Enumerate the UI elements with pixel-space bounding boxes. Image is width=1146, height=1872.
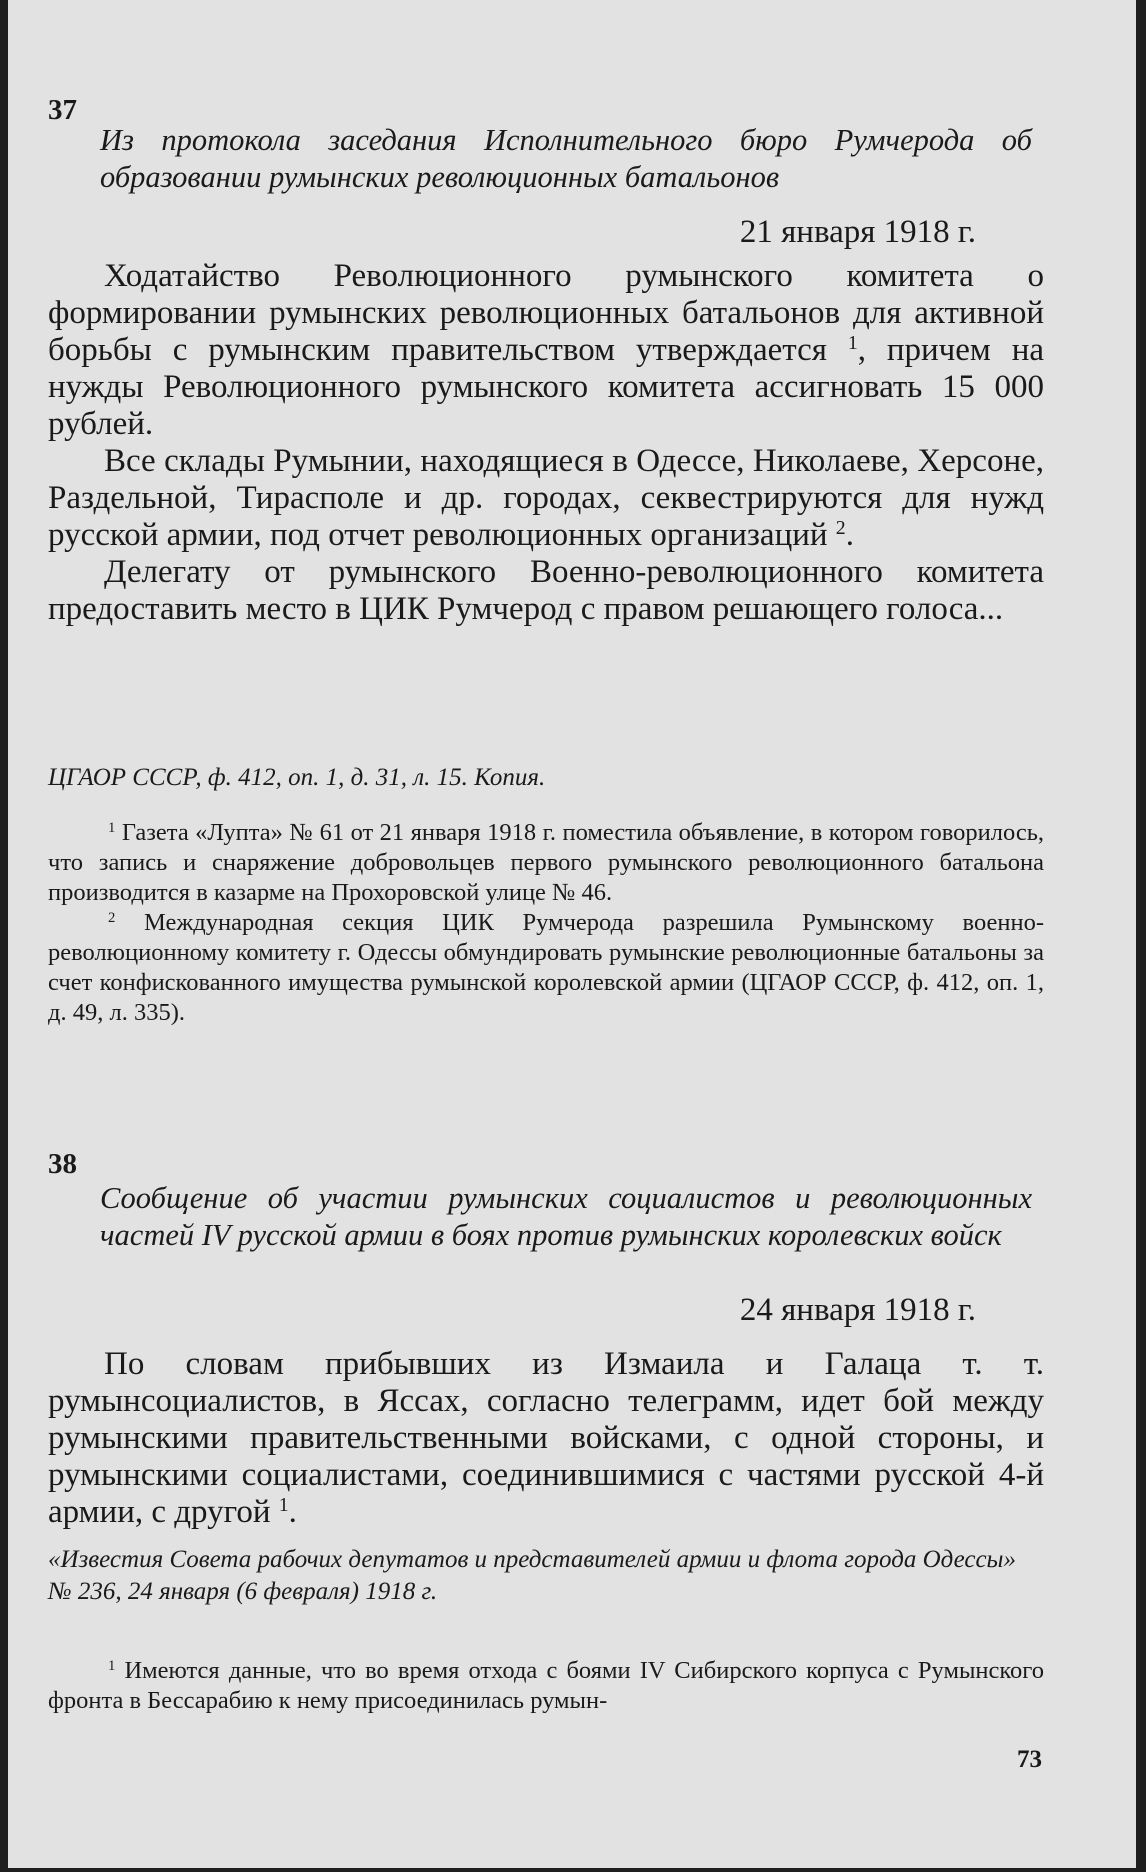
footnotes bbox=[48, 1656, 1044, 1716]
footnote bbox=[48, 818, 1044, 908]
document-title: Сообщение об участии румынских социалистов и революционных частей IV русской армии в боях против румынских королевских войск bbox=[100, 1181, 1032, 1252]
footnote-mark: 2 bbox=[108, 909, 116, 926]
footnote-reference: 1 bbox=[278, 1494, 289, 1517]
document-date: 24 января 1918 г. bbox=[739, 1292, 976, 1328]
document-title: Из протокола заседания Исполнительного бюро Румчерода об образовании румынских революционных батальонов bbox=[100, 123, 1032, 194]
book-page bbox=[8, 0, 1136, 1868]
paragraph-text: . bbox=[288, 1494, 297, 1530]
footnote bbox=[48, 908, 1044, 1028]
body-paragraph bbox=[48, 443, 1044, 554]
document-number: 37 bbox=[48, 94, 77, 126]
footnotes bbox=[48, 818, 1044, 1028]
paragraph-text: . bbox=[845, 517, 854, 553]
footnote bbox=[48, 1656, 1044, 1716]
footnote-reference: 2 bbox=[835, 517, 846, 540]
document-body bbox=[48, 258, 1044, 628]
paragraph-text: Все склады Румынии, находящиеся в Одессе, Николаеве, Херсоне, Раздельной, Тирасполе и др. городах, секвестрируются для нужд русской армии, под отчет революционных организаций bbox=[48, 443, 1044, 553]
footnote-mark: 1 bbox=[108, 1657, 116, 1674]
footnote-text: Имеются данные, что во время отхода с боями IV Сибирского корпуса с Румынского фронта в Бессарабию к нему присоединилась румын- bbox=[48, 1657, 1044, 1714]
paragraph-text: Ходатайство Революционного румынского комитета о формировании румынских революционных батальонов для активной борьбы с румынским правительством утверждается bbox=[48, 258, 1044, 368]
archive-source: ЦГАОР СССР, ф. 412, оп. 1, д. 31, л. 15. Копия. bbox=[48, 764, 546, 791]
body-paragraph: Делегату от румынского Военно-революционного комитета предоставить место в ЦИК Румчерод с правом решающего голоса... bbox=[48, 554, 1044, 627]
page-number: 73 bbox=[1017, 1746, 1042, 1773]
footnote-mark: 1 bbox=[108, 819, 116, 836]
paragraph-text: По словам прибывших из Измаила и Галаца т. т. румынсоциалистов, в Яссах, согласно телеграмм, идет бой между румынскими правительственными войсками, с одной стороны, и румынскими социалистами, соединившимися с частями русской 4-й армии, с другой bbox=[48, 1346, 1044, 1530]
body-paragraph bbox=[48, 258, 1044, 443]
paragraph-text: , причем на нужды Революционного румынского комитета ассигновать 15 000 рублей. bbox=[48, 332, 1044, 442]
newspaper-source: «Известия Совета рабочих депутатов и представителей армии и флота города Одессы» № 236, 24 января (6 февраля) 1918 г. bbox=[48, 1546, 1016, 1605]
footnote-text: Газета «Лупта» № 61 от 21 января 1918 г. поместила объявление, в котором говорилось, что запись и снаряжение добровольцев первого румынского революционного батальона производится в казарме на Прохоровской улице № 46. bbox=[48, 819, 1044, 906]
document-body bbox=[48, 1346, 1044, 1531]
document-number: 38 bbox=[48, 1148, 77, 1180]
document-date: 21 января 1918 г. bbox=[739, 214, 976, 250]
body-paragraph bbox=[48, 1346, 1044, 1531]
footnote-reference: 1 bbox=[847, 332, 858, 355]
footnote-text: Международная секция ЦИК Румчерода разрешила Румынскому военно-революционному комитету г. Одессы обмундировать румынские революционные батальоны за счет конфискованного имущества румынской королевской армии (ЦГАОР СССР, ф. 412, оп. 1, д. 49, л. 335). bbox=[48, 909, 1044, 1026]
